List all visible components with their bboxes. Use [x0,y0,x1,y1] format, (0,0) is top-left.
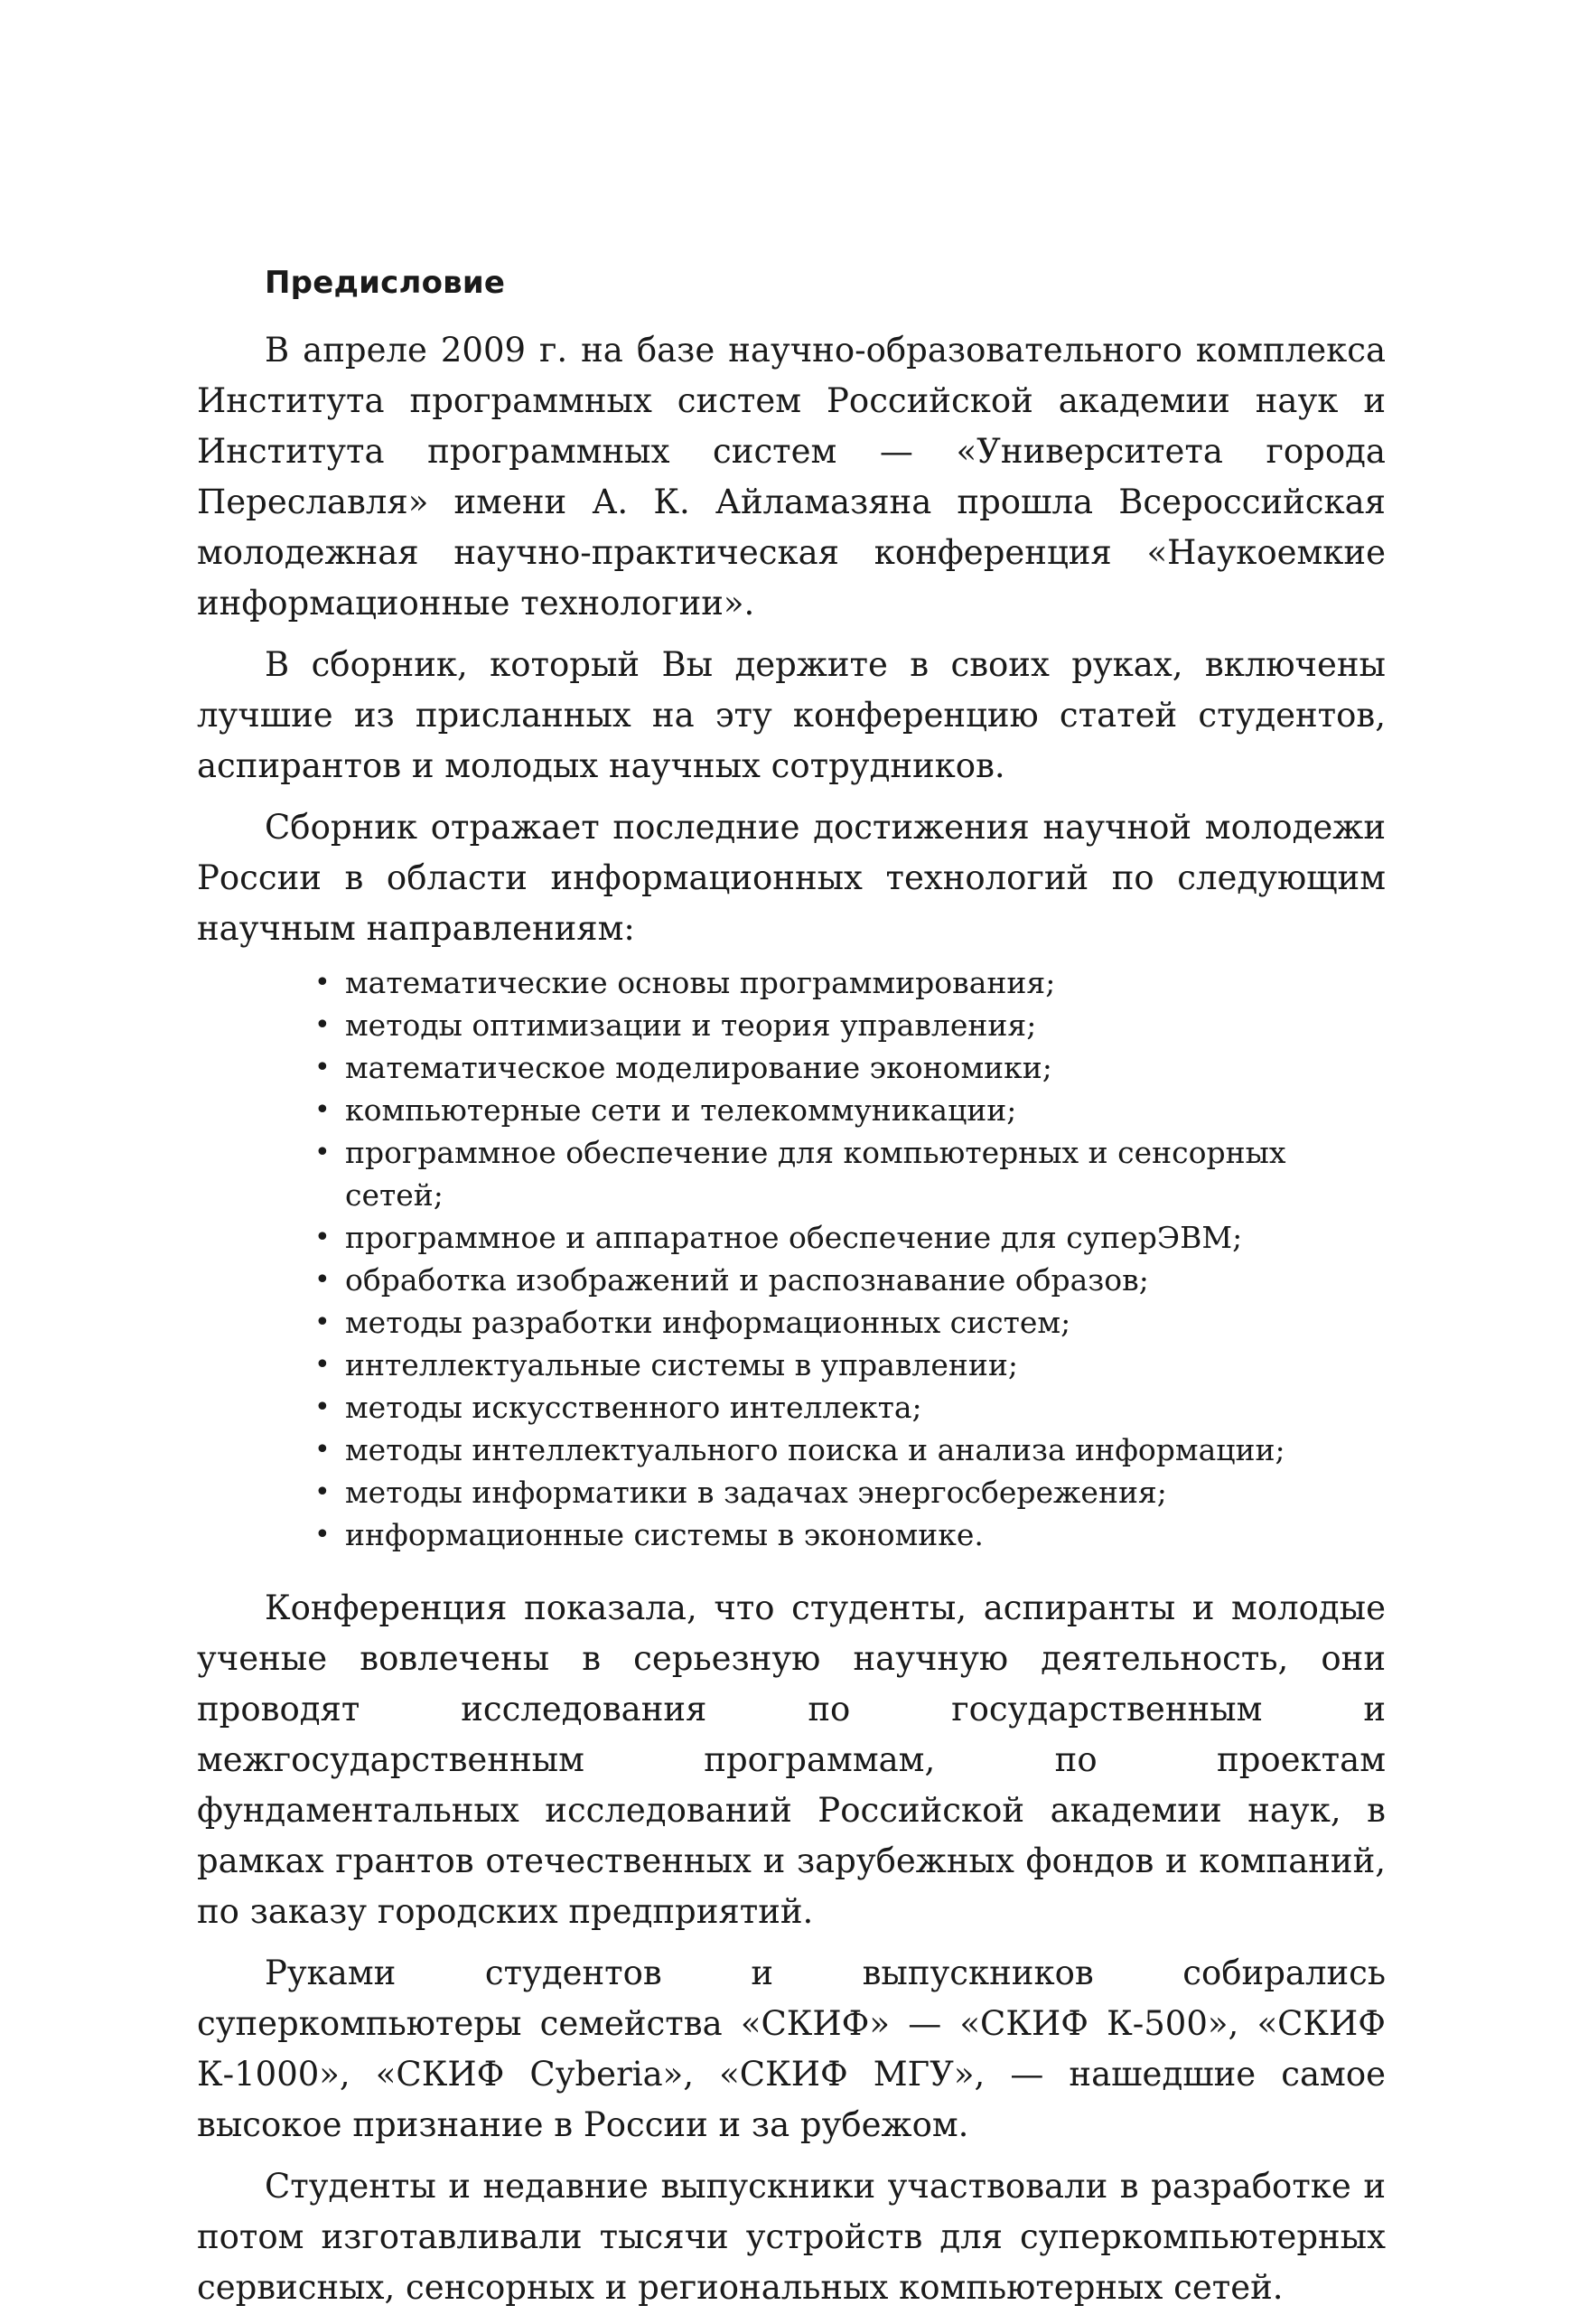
bullet-icon: • [314,1009,331,1041]
list-item [314,1131,1386,1216]
list-item-text: методы интеллектуального поиска и анализа информации; [345,1432,1285,1467]
list-item [314,1513,1386,1556]
bullet-icon: • [314,1434,331,1466]
list-item [314,1089,1386,1131]
list-item-text: математические основы программирования; [345,965,1056,1000]
list-item-text: методы искусственного интеллекта; [345,1390,922,1425]
list-item [314,1386,1386,1429]
bullet-icon: • [314,1264,331,1296]
bullet-icon: • [314,1137,331,1168]
list-item-text: программное обеспечение для компьютерных и сенсорных сетей; [345,1135,1286,1213]
list-item [314,1216,1386,1259]
list-item [314,1429,1386,1471]
bullet-icon: • [314,1519,331,1551]
bullet-icon: • [314,1222,331,1253]
list-item-text: интеллектуальные системы в управлении; [345,1347,1019,1382]
page-title: Предисловие [265,265,506,301]
intro-paragraph-2: В сборник, который Вы держите в своих руках, включены лучшие из присланных на эту конференцию статей студентов, аспирантов и молодых научных сотрудников. [197,645,1386,785]
list-item-text: методы разработки информационных систем; [345,1305,1071,1340]
bullet-icon: • [314,1392,331,1423]
research-directions-list [197,961,1386,1556]
list-item-text: методы оптимизации и теория управления; [345,1007,1037,1043]
bullet-icon: • [314,1349,331,1381]
outro-paragraph-1: Конференция показала, что студенты, аспиранты и молодые ученые вовлечены в серьезную научную деятельность, они проводят исследования по государственным и межгосударственным программам, по проектам фундаментальных исследований Российской академии наук, в рамках грантов отечественных и зарубежных фондов и компаний, по заказу городских предприятий. [197,1588,1386,1931]
bullet-icon: • [314,967,331,998]
list-item [314,961,1386,1004]
intro-paragraph-1: В апреле 2009 г. на базе научно-образовательного комплекса Института программных систем Российской академии наук и Института программных систем — «Университета города Переславля» имени А. К. Айламазяна прошла Всероссийская молодежная научно-практическая конференция «Наукоемкие информационные технологии». [197,331,1386,623]
bullet-icon: • [314,1094,331,1126]
list-item [314,1004,1386,1046]
list-item [314,1471,1386,1513]
bullet-icon: • [314,1052,331,1083]
list-item-text: математическое моделирование экономики; [345,1050,1052,1085]
document-page [197,262,1386,2324]
intro-paragraph-3: Сборник отражает последние достижения научной молодежи России в области информационных технологий по следующим научным направлениям: [197,808,1386,948]
list-item-text: обработка изображений и распознавание образов; [345,1262,1149,1298]
list-item [314,1344,1386,1386]
list-item-text: методы информатики в задачах энергосбережения; [345,1475,1167,1510]
list-item-text: компьютерные сети и телекоммуникации; [345,1092,1017,1128]
list-item [314,1259,1386,1301]
outro-paragraph-2: Руками студентов и выпускников собирались суперкомпьютеры семейства «СКИФ» — «СКИФ К-500», «СКИФ К-1000», «СКИФ Суberia», «СКИФ МГУ», — нашедшие самое высокое признание в России и за рубежом. [197,1954,1386,2144]
list-item [314,1301,1386,1344]
list-item-text: программное и аппаратное обеспечение для суперЭВМ; [345,1220,1243,1255]
list-item-text: информационные системы в экономике. [345,1517,984,1552]
bullet-icon: • [314,1476,331,1508]
outro-paragraph-3: Студенты и недавние выпускники участвовали в разработке и потом изготавливали тысячи устройств для суперкомпьютерных сервисных, сенсорных и региональных компьютерных сетей. [197,2167,1386,2307]
list-item [314,1046,1386,1089]
bullet-icon: • [314,1307,331,1338]
